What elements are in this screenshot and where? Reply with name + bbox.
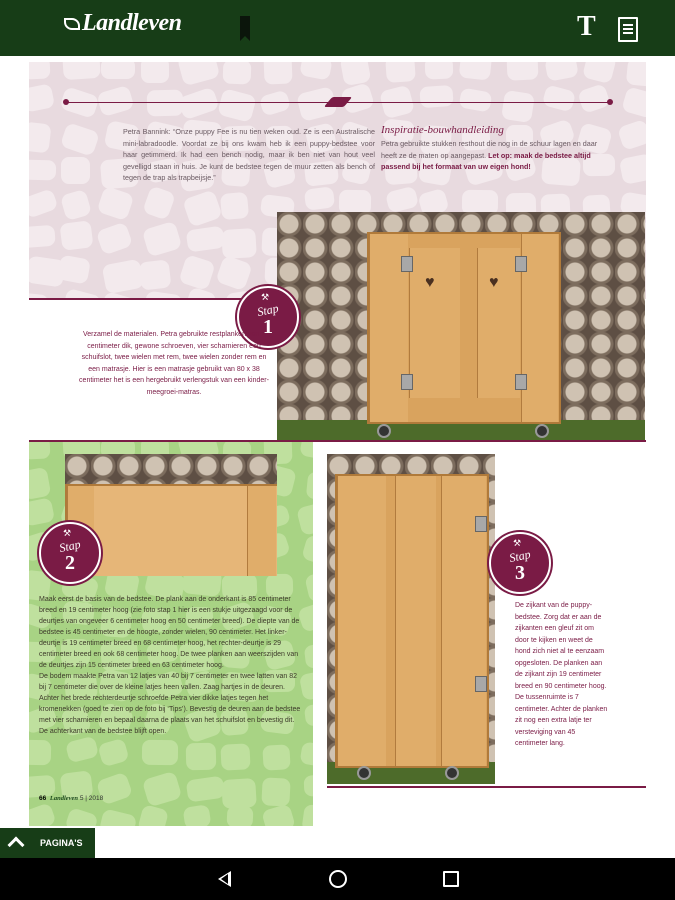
step-1-number: 1	[263, 316, 273, 338]
leaf-icon	[64, 18, 80, 30]
tip-warning: Let op: maak de bedstee altijd passend bij het formaat van uw eigen hond!	[381, 150, 591, 171]
step-2-text-b: De bodem maakte Petra van 12 latjes van 40 bij 7 centimeter en twee latten van 82 bij 7 centimeter die over de kleine latjes heen vallen. Zaag hartjes in de deuren. Achter het brede rechterdeurtje schroefde Petra vier dikke latjes tegen het kromenekken (goed te zien op de foto bij ‘Tips’). Bevestig de deuren aan de bedstee met vier scharnieren en bepaal daarna de plaats van het schuifslot en bevestig dit. De achterkant van de bedstee blijft open.	[39, 673, 301, 735]
step-3-word: Stap	[508, 546, 532, 566]
back-icon[interactable]	[218, 871, 231, 887]
step-2-badge	[39, 522, 101, 584]
tip-title: Inspiratie-bouwhandleiding	[381, 124, 504, 136]
step-1-word: Stap	[256, 300, 280, 320]
section-divider	[29, 440, 646, 442]
step-1-text: Verzamel de materialen. Petra gebruikte restplanken van 2 centimeter dik, gewone schroeven, vier scharnieren een schuifslot, twee wielen met rem, twee wielen zonder rem en een matrasje. Hier is een matrasje gebruikt van 80 x 38 centimeter het is een hergebruikt verlengstuk van een kinder-meegroei-matras.	[79, 331, 269, 396]
magazine-page[interactable]	[29, 62, 646, 826]
footer-issue: 5 | 2018	[79, 795, 104, 802]
step-2-text-a: Maak eerst de basis van de bedstee. De plank aan de onderkant is 85 centimeter breed en 19 centimeter hoog (zie foto stap 1 hier is een stukje uitgezaagd voor de deurtjes van ongeveer 6 centimeter hoog en 50 centimeter breed). De diepte van de bedstee is 45 centimeter en de hoogte, zonder wielen, 90 centimeter. Het linker-deurtje is 19 centimeter breed en 68 centimeter hoog, het rechter-deurtje is 29 centimeter breed en ook 68 centimeter hoog. De twee planken aan weerszijden van de deurtjes zijn 15 centimeter breed en 63 centimeter hoog.	[39, 596, 300, 669]
tip-body	[381, 138, 599, 173]
tools-icon: ⚒	[63, 528, 72, 538]
tools-icon: ⚒	[513, 538, 522, 548]
page-number: 66	[39, 795, 47, 802]
step-2-number: 2	[65, 552, 75, 574]
chevron-up-icon	[8, 837, 25, 854]
step-2-text	[39, 594, 301, 737]
photo-step-1: ♥ ♥	[277, 212, 645, 442]
step-3-badge	[489, 532, 551, 594]
pages-button[interactable]	[0, 828, 95, 858]
recents-icon[interactable]	[443, 871, 459, 887]
step-3-number: 3	[515, 562, 525, 584]
intro-text: Petra Bannink: “Onze puppy Fee is nu tien weken oud. Ze is een Australische mini-labradoodle. Voordat ze bij ons kwam heb ik een puppy-bedstee voor haar getimmerd. Ik had een bench nodig, maar ik ben niet van hout veel gevelligd staan in huis. Je kunt de bedstee tegen de muur zetten als bench of tegen de trap als trapbeijsje.”	[123, 127, 375, 182]
step-2-word: Stap	[58, 536, 82, 556]
pages-label: PAGINA'S	[40, 838, 83, 848]
photo-step-3	[327, 454, 495, 784]
home-icon[interactable]	[329, 870, 347, 888]
tools-icon: ⚒	[261, 292, 270, 302]
page-footer	[39, 795, 103, 802]
app-top-bar	[0, 0, 675, 56]
page-view-icon[interactable]	[618, 17, 638, 42]
tip-text: Petra gebruikte stukken resthout die nog in de schuur lagen en daar heeft ze de maten op aangepast.	[381, 139, 598, 160]
section-divider	[29, 298, 277, 300]
step-3-text: De zijkant van de puppy-bedstee. Zorg dat er aan de zijkanten een gleuf zit om door te kijken en weet de hond zich niet al te eenzaam opgesloten. De planken aan de zijkant zijn 19 centimeter breed en 90 centimeter hoog. De tussenruimte is 7 centimeter. Achter de planken zit nog een extra latje ter versteviging van 45 centimeter lang.	[515, 602, 608, 747]
ornament-divider	[66, 102, 610, 103]
logo-text: Landleven	[82, 10, 182, 36]
system-nav-bar	[0, 858, 675, 900]
section-divider	[327, 786, 646, 788]
bookmark-icon[interactable]	[240, 16, 250, 36]
footer-magazine: Landleven	[49, 795, 79, 802]
text-mode-icon[interactable]: T	[577, 11, 596, 42]
app-logo[interactable]	[64, 10, 181, 37]
